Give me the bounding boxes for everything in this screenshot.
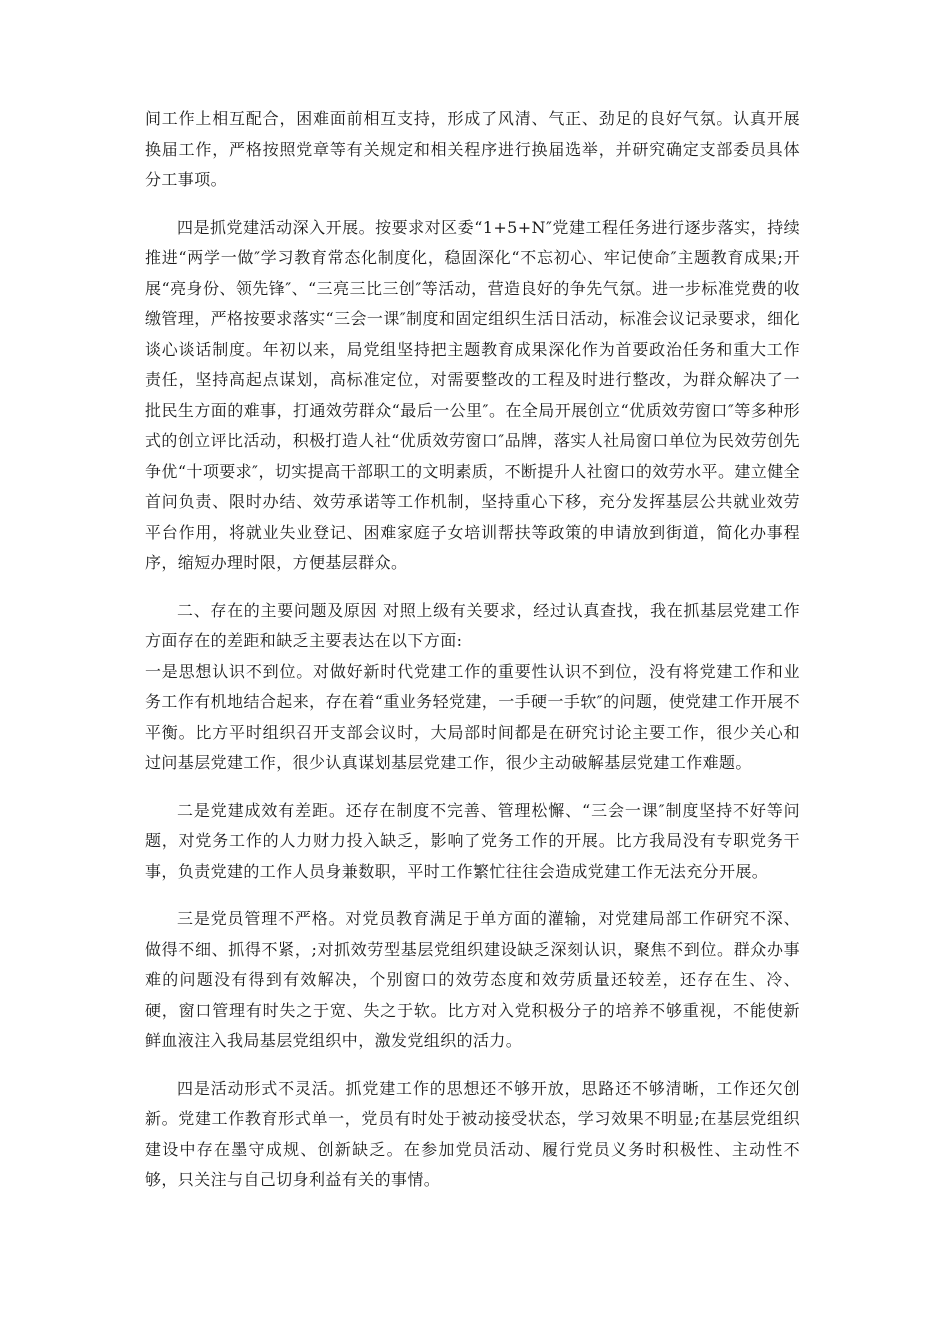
paragraph-problem-2: 二是党建成效有差距。还存在制度不完善、管理松懈、“三会一课″制度坚持不好等问题，对党务工作的人力财力投入缺乏，影响了党务工作的开展。比方我局没有专职党务干事，负责党建的工作人员身兼数职，平时工作繁忙往往会造成党建工作无法充分开展。: [145, 800, 800, 881]
document-body: [145, 104, 800, 1213]
paragraph-problem-1: 一是思想认识不到位。对做好新时代党建工作的重要性认识不到位，没有将党建工作和业务工作有机地结合起来，存在着“重业务轻党建，一手硬一手软″的问题，使党建工作开展不平衡。比方平时组织召开支部会议时，大局部时间都是在研究讨论主要工作，很少关心和过问基层党建工作，很少认真谋划基层党建工作，很少主动破解基层党建工作难题。: [145, 661, 800, 772]
paragraph-continuation: 间工作上相互配合，困难面前相互支持，形成了风清、气正、劲足的良好气氛。认真开展换届工作，严格按照党章等有关规定和相关程序进行换届选举，并研究确定支部委员具体分工事项。: [145, 109, 800, 189]
paragraph-problem-3: 三是党员管理不严格。对党员教育满足于单方面的灌输，对党建局部工作研究不深、做得不细、抓得不紧，;对抓效劳型基层党组织建设缺乏深刻认识，聚焦不到位。群众办事难的问题没有得到有效解决，个别窗口的效劳态度和效劳质量还较差，还存在生、冷、硬，窗口管理有时失之于宽、失之于软。比方对入党积极分子的培养不够重视，不能使新鲜血液注入我局基层党组织中，激发党组织的活力。: [145, 909, 800, 1050]
paragraph-party-activities: 四是抓党建活动深入开展。按要求对区委“1+5+N″党建工程任务进行逐步落实，持续推进“两学一做″学习教育常态化制度化，稳固深化“不忘初心、牢记使命″主题教育成果;开展“亮身份、领先锋″、“三亮三比三创″等活动，营造良好的争先气氛。进一步标准党费的收缴管理，严格按要求落实“三会一课″制度和固定组织生活日活动，标准会议记录要求，细化谈心谈话制度。年初以来，局党组坚持把主题教育成果深化作为首要政治任务和重大工作责任，坚持高起点谋划，高标准定位，对需要整改的工程及时进行整改，为群众解决了一批民生方面的难事，打通效劳群众“最后一公里″。在全局开展创立“优质效劳窗口″等多种形式的创立评比活动，积极打造人社“优质效劳窗口″品牌，落实人社局窗口单位为民效劳创先争优“十项要求″，切实提高干部职工的文明素质，不断提升人社窗口的效劳水平。建立健全首问负责、限时办结、效劳承诺等工作机制，坚持重心下移，充分发挥基层公共就业效劳平台作用，将就业失业登记、困难家庭子女培训帮扶等政策的申请放到街道，简化办事程序，缩短办理时限，方便基层群众。: [145, 217, 800, 572]
paragraph-section-heading-problems: 二、存在的主要问题及原因 对照上级有关要求，经过认真查找，我在抓基层党建工作方面存在的差距和缺乏主要表达在以下方面:: [145, 600, 800, 650]
paragraph-problem-4: 四是活动形式不灵活。抓党建工作的思想还不够开放，思路还不够清晰，工作还欠创新。党建工作教育形式单一，党员有时处于被动接受状态，学习效果不明显;在基层党组织建设中存在墨守成规、创新缺乏。在参加党员活动、履行党员义务时积极性、主动性不够，只关注与自己切身利益有关的事情。: [145, 1078, 800, 1189]
